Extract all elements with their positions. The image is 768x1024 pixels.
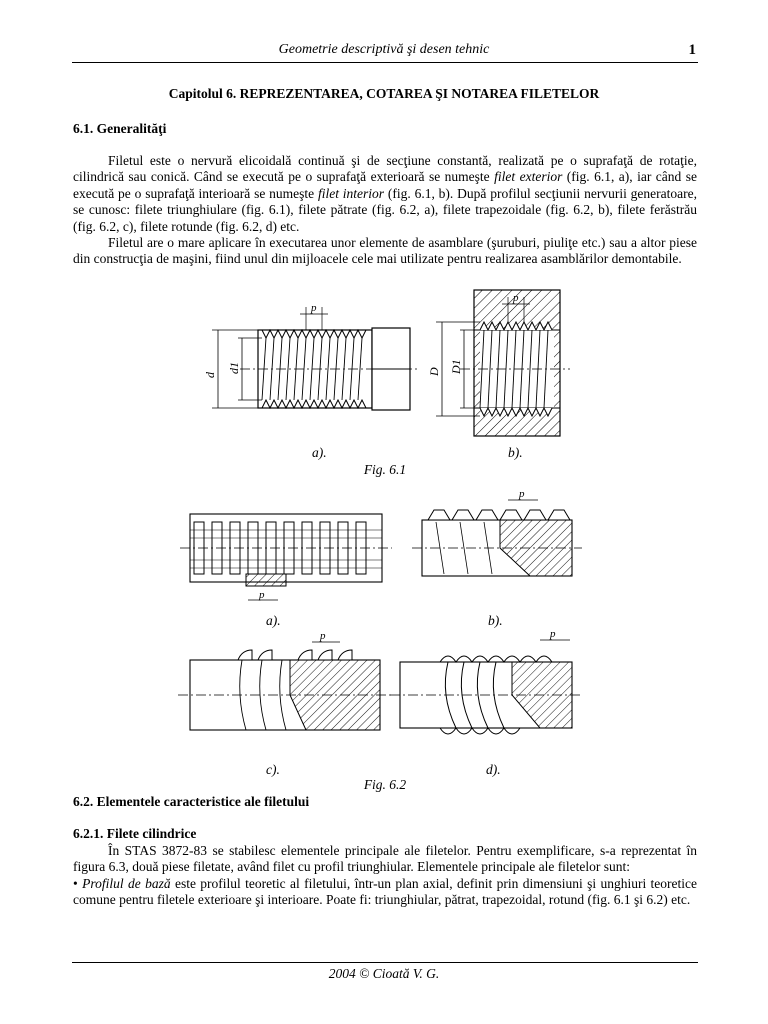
dim-D1: D1 [449, 359, 463, 374]
bullet-profil-baza: • Profilul de bază este profilul teoretic al filetului, într-un plan axial, definit prin dimensiuni şi unghiuri teoretice comune pentru filetele exterioare şi interioare. Poate fi: triunghiular, pătrat, trapezoidal, rotund (fig. 6.1 şi 6.2) etc. [73, 875, 698, 908]
section-6-2-body [73, 843, 697, 909]
trapezoidal-thread-drawing [412, 488, 582, 576]
page-number: 1 [688, 42, 696, 58]
fig62-label-c: c). [266, 762, 280, 777]
fig61-label-a: a). [312, 445, 327, 460]
paragraph-1: Filetul este o nervură elicoidală continuă şi de secţiune constantă, realizată pe o suprafaţă de rotaţie, cilindrică sau conică. Când se execută pe o suprafaţă exterioară se numeşte filet exterior (fig. 6.1, a), iar când se execută pe o suprafaţă interioară se numeşte filet interior (fig. 6.1, b). După profilul secţiunii nervurii generatoare, se cunosc: filete triunghiulare (fig. 6.1), filete pătrate (fig. 6.2, a), filete trapezoidale (fig. 6.2, b), filete ferăstrău (fig. 6.2, c), filete rotunde (fig. 6.2, d) etc. [73, 153, 698, 234]
term-profilul-de-baza: Profilul de bază [82, 875, 171, 891]
subsection-heading-6-2-1: 6.2.1. Filete cilindrice [73, 826, 197, 841]
dim-p-a: p [311, 302, 317, 314]
round-thread-drawing [390, 628, 582, 734]
fig62a-dim-p: p [259, 589, 265, 601]
fig62-label-a: a). [266, 613, 281, 628]
chapter-title: Capitolul 6. REPREZENTAREA, COTAREA ŞI NOTAREA FILETELOR [168, 86, 600, 101]
square-thread-drawing [180, 514, 392, 601]
dim-d: d [203, 372, 217, 378]
footer-text: 2004 © Cioată V. G. [328, 966, 440, 981]
term-filet-exterior: filet exterior [494, 169, 563, 185]
fig62b-dim-p: p [519, 488, 525, 500]
paragraph-2: Filetul are o mare aplicare în executarea unor elemente de asamblare (şuruburi, piuliţe etc.) sau a altor piese din construcţia de maşini, fiind unul din mijloacele cele mai utilizate pentru realizarea asamblărilor demontabile. [73, 235, 697, 267]
fig62-label-b: b). [488, 613, 503, 628]
section-heading-6-1: 6.1. Generalităţi [73, 121, 167, 136]
paragraph-3: În STAS 3872-83 se stabilesc elementele principale ale filetelor. Pentru exemplificare, s-a reprezentat în figura 6.3, două piese filetate, având filet cu profil triunghiular. Elementele principale ale filetelor sunt: [73, 843, 697, 875]
term-filet-interior: filet interior [317, 185, 385, 201]
fig62-caption: Fig. 6.2 [363, 777, 407, 792]
dim-D: D [427, 367, 441, 376]
section-heading-6-2: 6.2. Elementele caracteristice ale filetului [73, 794, 310, 809]
dim-p-b: p [513, 292, 519, 304]
footer-rule [72, 962, 698, 963]
fig62c-dim-p: p [320, 630, 326, 642]
fig61-caption: Fig. 6.1 [363, 462, 407, 477]
fig61-label-b: b). [508, 445, 523, 460]
header-title: Geometrie descriptivă şi desen tehnic [278, 42, 490, 57]
dim-d1: d1 [227, 362, 241, 374]
buttress-thread-drawing [178, 630, 392, 730]
fig62d-dim-p: p [550, 628, 556, 640]
fig62-label-d: d). [486, 762, 501, 777]
